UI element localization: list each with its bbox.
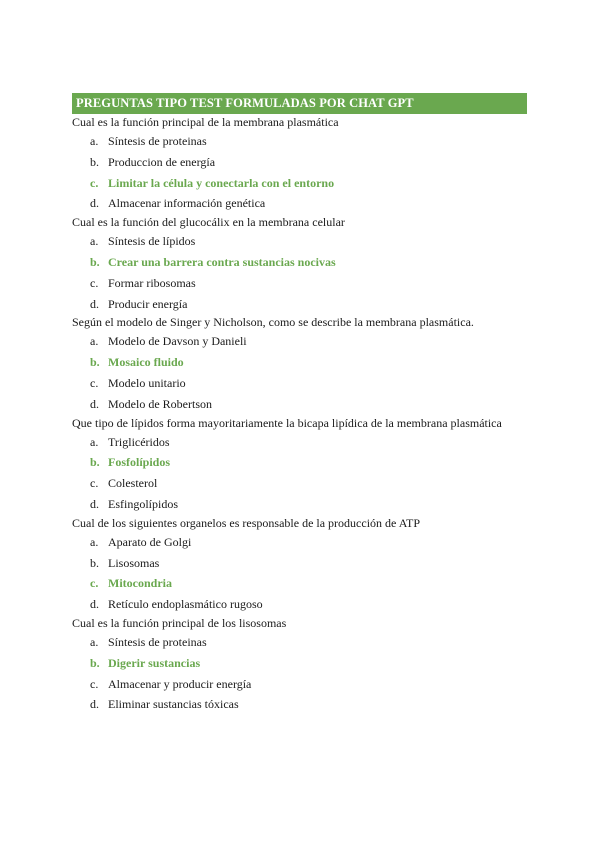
option-b-correct — [72, 352, 532, 373]
option-text: Crear una barrera contra sustancias nocivas — [108, 254, 336, 269]
option-letter: d. — [90, 597, 99, 612]
option-d — [72, 193, 532, 214]
option-c-correct — [72, 173, 532, 194]
option-b — [72, 152, 532, 173]
option-text: Producir energía — [108, 296, 188, 311]
option-c-correct — [72, 573, 532, 594]
question-text: Que tipo de lípidos forma mayoritariamente la bicapa lipídica de la membrana plasmática — [72, 415, 502, 430]
option-text: Limitar la célula y conectarla con el entorno — [108, 175, 335, 190]
option-letter: c. — [90, 175, 99, 190]
option-text: Triglicéridos — [108, 434, 170, 449]
option-letter: d. — [90, 296, 99, 311]
option-letter: a. — [90, 534, 99, 549]
option-c — [72, 473, 532, 494]
question-list — [72, 114, 532, 715]
option-text: Almacenar y producir energía — [108, 676, 252, 691]
option-letter: a. — [90, 134, 99, 148]
option-letter: a. — [90, 234, 99, 249]
option-a — [72, 231, 532, 252]
option-d — [72, 594, 532, 615]
option-letter: a. — [90, 634, 99, 649]
option-a — [72, 331, 532, 352]
option-d — [72, 294, 532, 315]
option-letter: c. — [90, 275, 99, 290]
option-letter: d. — [90, 396, 99, 411]
option-text: Esfingolípidos — [108, 496, 179, 511]
question-text: Según el modelo de Singer y Nicholson, como se describe la membrana plasmática. — [72, 315, 474, 330]
option-letter: b. — [90, 154, 99, 169]
option-letter: d. — [90, 196, 99, 211]
option-letter: b. — [90, 555, 99, 570]
option-text: Digerir sustancias — [108, 655, 201, 670]
option-text: Formar ribosomas — [108, 275, 196, 290]
option-b-correct — [72, 653, 532, 674]
option-letter: d. — [90, 697, 99, 712]
option-text: Modelo unitario — [108, 375, 186, 390]
option-c — [72, 273, 532, 294]
option-letter: a. — [90, 434, 99, 449]
option-b-correct — [72, 452, 532, 473]
option-letter: c. — [90, 476, 99, 491]
option-text: Lisosomas — [108, 555, 160, 570]
question-text: Cual es la función del glucocálix en la membrana celular — [72, 215, 345, 230]
option-letter: b. — [90, 455, 100, 470]
option-text: Fosfolípidos — [108, 455, 171, 470]
option-text: Almacenar información genética — [108, 196, 266, 211]
option-text: Colesterol — [108, 476, 158, 491]
option-c — [72, 674, 532, 695]
option-text: Síntesis de lípidos — [108, 234, 196, 249]
option-letter: c. — [90, 676, 99, 691]
option-a — [72, 432, 532, 453]
option-text: Modelo de Robertson — [108, 396, 212, 411]
option-text: Síntesis de proteinas — [108, 134, 207, 148]
option-a — [72, 632, 532, 653]
option-letter: b. — [90, 254, 100, 269]
option-b — [72, 553, 532, 574]
option-text: Eliminar sustancias tóxicas — [108, 697, 239, 712]
option-text: Produccion de energía — [108, 154, 216, 169]
option-letter: b. — [90, 355, 100, 370]
options-list — [72, 632, 532, 715]
option-text: Retículo endoplasmático rugoso — [108, 597, 263, 612]
options-list — [72, 532, 532, 615]
option-c — [72, 373, 532, 394]
option-text: Aparato de Golgi — [108, 534, 192, 549]
option-a — [72, 131, 532, 152]
options-list — [72, 131, 532, 214]
options-list — [72, 432, 532, 515]
option-letter: c. — [90, 576, 99, 591]
question-text: Cual de los siguientes organelos es responsable de la producción de ATP — [72, 515, 421, 530]
option-text: Mitocondria — [108, 576, 172, 591]
option-letter: a. — [90, 334, 99, 349]
option-a — [72, 532, 532, 553]
options-list — [72, 231, 532, 314]
options-list — [72, 331, 532, 414]
option-b-correct — [72, 252, 532, 273]
question-text: Cual es la función principal de los lisosomas — [72, 615, 287, 630]
option-d — [72, 694, 532, 715]
question-text: Cual es la función principal de la membrana plasmática — [72, 115, 339, 129]
option-letter: c. — [90, 375, 99, 390]
option-d — [72, 494, 532, 515]
option-d — [72, 394, 532, 415]
page-title: PREGUNTAS TIPO TEST FORMULADAS POR CHAT GPT — [72, 93, 527, 114]
option-letter: d. — [90, 496, 99, 511]
option-letter: b. — [90, 655, 100, 670]
option-text: Síntesis de proteinas — [108, 634, 207, 649]
option-text: Modelo de Davson y Danieli — [108, 334, 247, 349]
option-text: Mosaico fluido — [108, 355, 184, 370]
